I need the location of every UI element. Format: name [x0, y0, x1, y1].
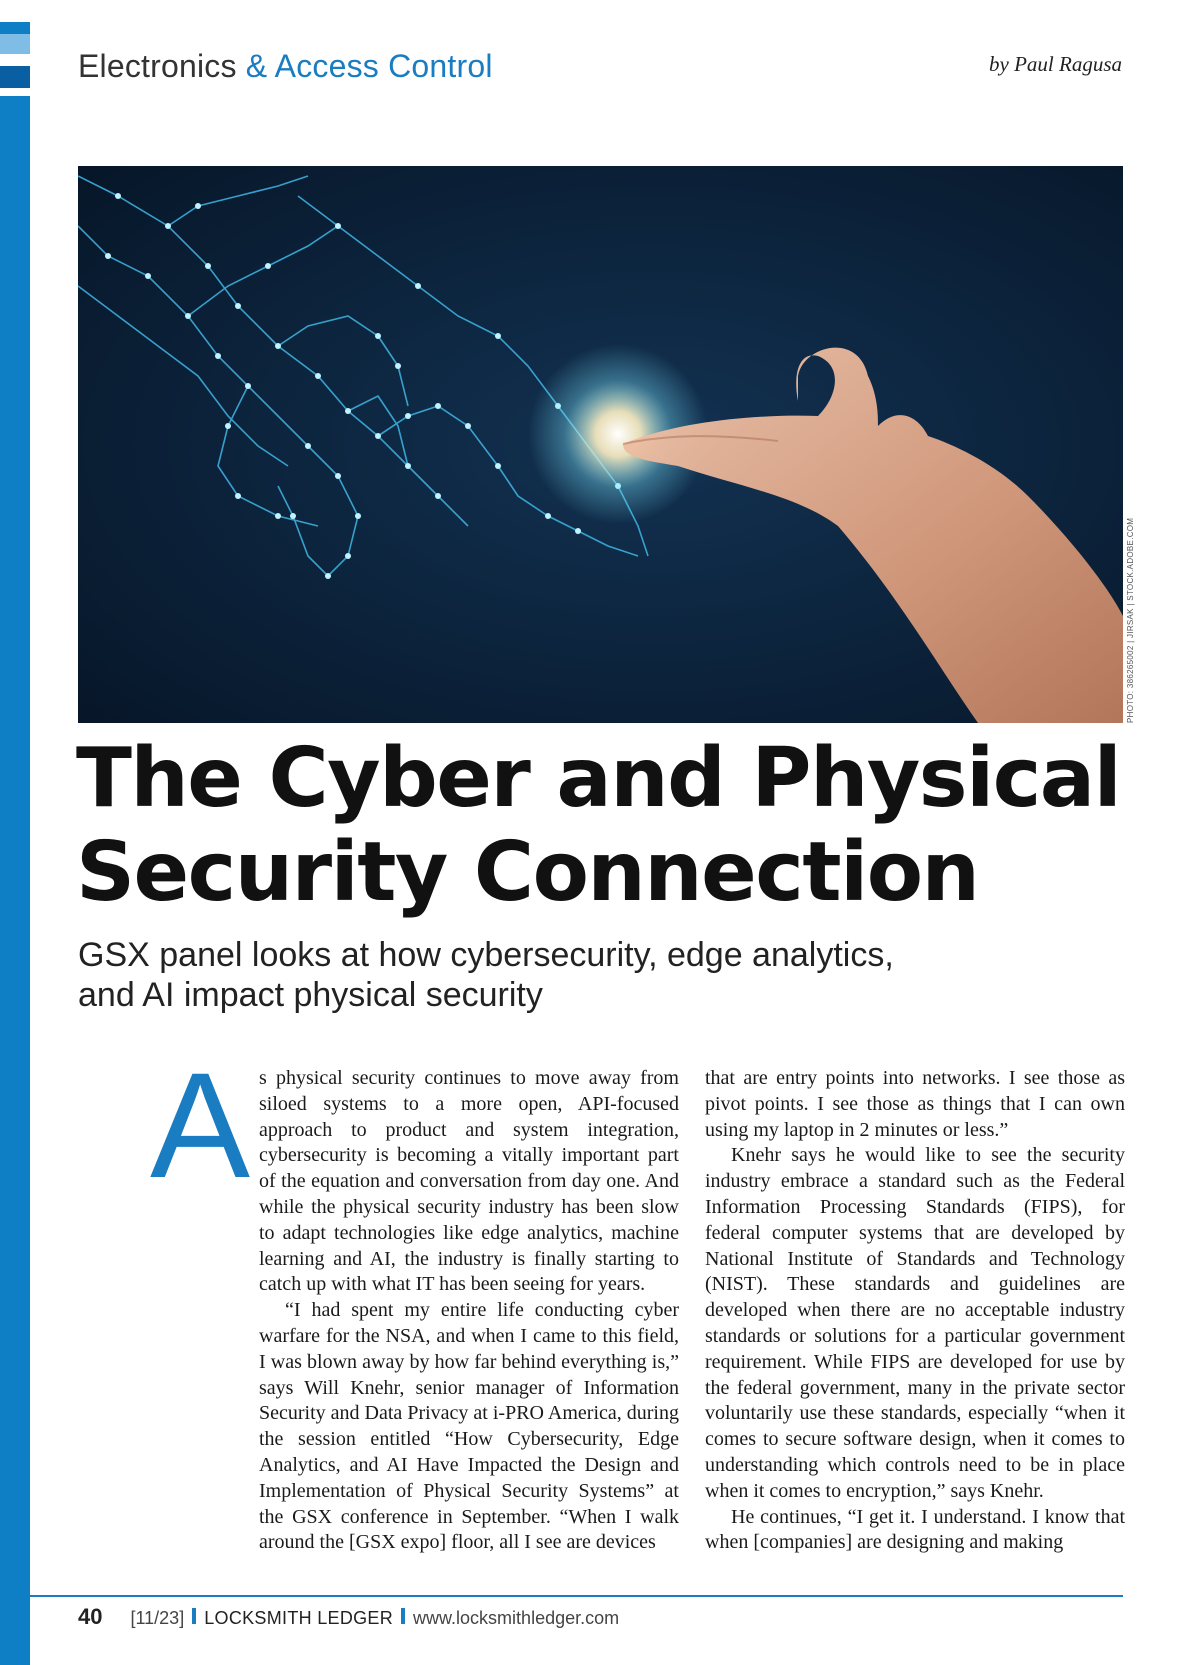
- section-accent: & Access Control: [245, 48, 493, 84]
- issue-date: [11/23]: [130, 1608, 185, 1628]
- title-line: The Cyber and Physical: [76, 731, 1121, 826]
- photo-credit: PHOTO: 386265002 | JIRSAK | STOCK.ADOBE.COM: [1126, 517, 1135, 723]
- edge-gap: [0, 88, 30, 96]
- section-header: [78, 48, 493, 85]
- website-link[interactable]: www.locksmithledger.com: [413, 1608, 620, 1628]
- page-number: 40: [78, 1604, 103, 1629]
- footer-separator: [192, 1608, 196, 1624]
- title-line: Security Connection: [76, 825, 979, 920]
- body-paragraph: s physical security continues to move away from siloed systems to a more open, API-focused approach to product and system integration, cybersecurity is becoming a vitally important part of the equation and conversation from day one. And while the physical security industry has been slow to adapt technologies like edge analytics, machine learning and AI, the industry is finally starting to catch up with what IT has been seeing for years.: [259, 1067, 679, 1296]
- hero-image: [78, 166, 1123, 723]
- body-paragraph: that are entry points into networks. I see those as pivot points. I see those as things that I can own using my laptop in 2 minutes or less.”: [705, 1067, 1125, 1141]
- edge-bar: [0, 0, 30, 1665]
- subtitle-line: and AI impact physical security: [78, 976, 543, 1014]
- article-subtitle: [78, 935, 978, 1015]
- article-title: [76, 732, 1136, 920]
- body-paragraph: “I had spent my entire life conducting cyber warfare for the NSA, and when I came to this field, I was blown away by how far behind everything is,” says Will Knehr, senior manager of Information Security and Data Privacy at i-PRO America, during the session entitled “How Cybersecurity, Edge Analytics, and AI Have Impacted the Design and Implementation of Physical Security Systems” at the GSX conference in September. “When I walk around the [GSX expo] floor, all I see are devices: [259, 1299, 679, 1554]
- edge-tab-light: [0, 34, 30, 54]
- edge-tab-dark: [0, 66, 30, 88]
- body-column-2: [705, 1066, 1125, 1556]
- footer-rule: [30, 1595, 1123, 1597]
- page-footer: [78, 1604, 619, 1630]
- edge-gap: [0, 54, 30, 66]
- body-paragraph: Knehr says he would like to see the security industry embrace a standard such as the Federal Information Processing Standards (FIPS), for federal computer systems that are developed by National Institute of Standards and Technology (NIST). These standards and guidelines are developed when there are no acceptable industry standards or solutions for a particular government requirement. While FIPS are developed for use by the federal government, many in the private sector voluntarily use these standards, especially “when it comes to secure software design, when it comes to understanding which controls need to be in place when it comes to encryption,” says Knehr.: [705, 1144, 1125, 1502]
- subtitle-line: GSX panel looks at how cybersecurity, edge analytics,: [78, 936, 894, 974]
- drop-cap: A: [150, 1041, 251, 1209]
- body-paragraph: He continues, “I get it. I understand. I know that when [companies] are designing and making: [705, 1505, 1125, 1554]
- edge-gap: [0, 0, 30, 22]
- section-main: Electronics: [78, 48, 237, 84]
- body-column-1: [259, 1066, 679, 1556]
- hero-illustration: [78, 166, 1123, 723]
- byline: by Paul Ragusa: [989, 52, 1122, 76]
- footer-separator: [401, 1608, 405, 1624]
- magazine-name: LOCKSMITH LEDGER: [204, 1608, 394, 1628]
